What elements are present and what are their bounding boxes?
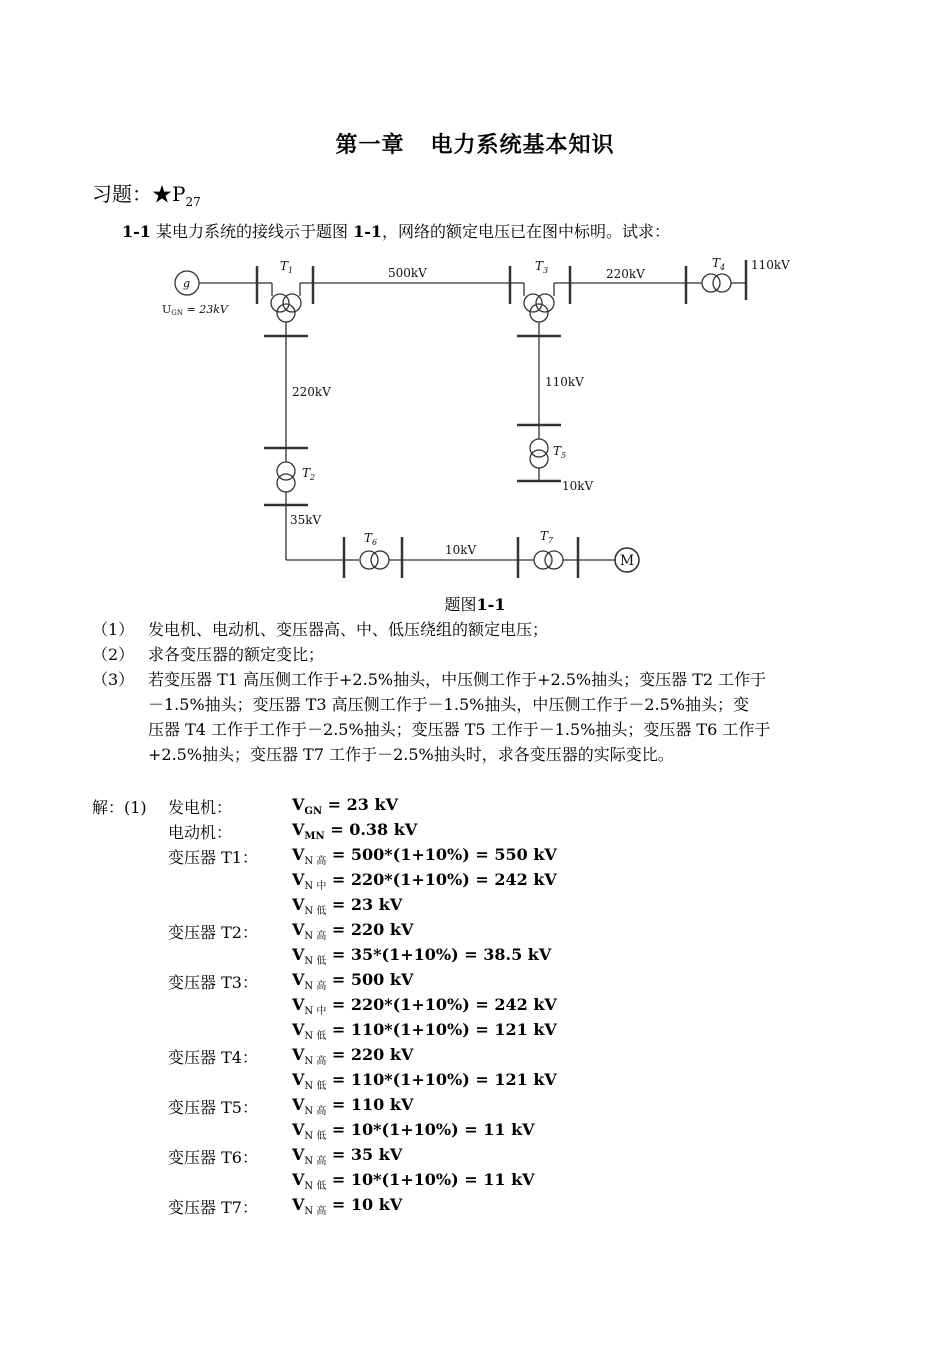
label-220kv-top: 220kV xyxy=(606,267,645,281)
chapter-name: 电力系统基本知识 xyxy=(430,132,615,158)
t2-winding-b xyxy=(277,474,295,492)
problem-fig-ref: 1-1 xyxy=(353,222,383,241)
solution-value: $V_{N 中} = 220*(1+10\%) = 242$ kV xyxy=(292,870,557,893)
t3-winding-b xyxy=(536,294,554,312)
solution-value: $V_{N 低} = 10*(1+10\%) = 11$ kV xyxy=(292,1170,535,1193)
t4-winding-a xyxy=(702,274,720,292)
solution-value: $V_{N 高} = 35$ kV xyxy=(292,1145,403,1168)
solution-label: 变压器 T3： xyxy=(168,973,258,992)
solution-label: 电动机： xyxy=(168,823,233,842)
solution-label: 变压器 T5： xyxy=(168,1098,258,1117)
caption-text: 题图 xyxy=(444,595,477,614)
chapter-title xyxy=(0,128,950,159)
t6-winding-b xyxy=(371,551,389,569)
motor-label: M xyxy=(619,553,635,569)
solution-value: $V_{N 低} = 110*(1+10\%) = 121$ kV xyxy=(292,1020,557,1043)
solution-label: 变压器 T6： xyxy=(168,1148,258,1167)
question-1 xyxy=(92,617,148,640)
question-line: 发电机、电动机、变压器高、中、低压绕组的额定电压； xyxy=(148,620,549,639)
solution-label: 变压器 T1： xyxy=(168,848,258,867)
label-10kv-t5: 10kV xyxy=(562,479,594,493)
t4-label: $T_4$ xyxy=(712,256,726,272)
solution-value: $V_{N 低} = 110*(1+10\%) = 121$ kV xyxy=(292,1070,557,1093)
t6-label: $T_6$ xyxy=(364,531,378,547)
label-110kv-mid: 110kV xyxy=(545,375,584,389)
problem-statement xyxy=(122,219,670,242)
t1-winding-c xyxy=(277,304,295,322)
question-2 xyxy=(92,642,148,665)
solution-label: 变压器 T4： xyxy=(168,1048,258,1067)
question-line: 若变压器 T1 高压侧工作于+2.5%抽头，中压侧工作于+2.5%抽头；变压器 T2 工作于 xyxy=(148,670,767,689)
label-110kv-right: 110kV xyxy=(751,258,790,272)
label-500kv: 500kV xyxy=(388,266,427,280)
label-220kv-left: 220kV xyxy=(292,385,331,399)
problem-text-b: ，网络的额定电压已在图中标明。试求： xyxy=(382,222,671,241)
exercise-label: 习题：★P xyxy=(92,182,186,206)
t7-label: $T_7$ xyxy=(540,529,554,545)
solution-value: $V_{GN} = 23$ kV xyxy=(292,795,398,818)
solution-value: $V_{N 低} = 10*(1+10\%) = 11$ kV xyxy=(292,1120,535,1143)
t2-label: $T_2$ xyxy=(302,466,316,482)
question-line: 求各变压器的额定变比； xyxy=(148,645,325,664)
gen-voltage: UGN = 23kV xyxy=(162,303,228,317)
question-line: －1.5%抽头；变压器 T3 高压侧工作于－1.5%抽头，中压侧工作于－2.5%抽头；变 xyxy=(148,695,749,714)
solution-value: $V_{MN} = 0.38$ kV xyxy=(292,820,418,843)
solution-value: $V_{N 低} = 35*(1+10\%) = 38.5$ kV xyxy=(292,945,552,968)
question-number: （1） xyxy=(92,620,135,639)
network-diagram xyxy=(150,250,830,590)
t7-winding-a xyxy=(534,551,552,569)
question-number: （3） xyxy=(92,670,135,689)
question-number: （2） xyxy=(92,645,135,664)
figure-caption xyxy=(0,592,950,615)
t5-winding-a xyxy=(530,439,548,457)
question-3 xyxy=(92,667,148,690)
solution-value: $V_{N 高} = 500*(1+10\%) = 550$ kV xyxy=(292,845,557,868)
question-line: 压器 T4 工作于工作于－2.5%抽头；变压器 T5 工作于－1.5%抽头；变压器 T6 工作于 xyxy=(148,720,771,739)
t7-winding-b xyxy=(545,551,563,569)
t6-winding-a xyxy=(360,551,378,569)
t4-winding-b xyxy=(713,274,731,292)
solution-value: $V_{N 高} = 220$ kV xyxy=(292,920,414,943)
t1-label: $T_1$ xyxy=(280,259,294,275)
t5-label: $T_5$ xyxy=(553,444,567,460)
label-35kv: 35kV xyxy=(290,513,322,527)
solution-heading: 解：(1) xyxy=(92,798,147,817)
chapter-number: 第一章 xyxy=(335,132,405,158)
exercise-heading xyxy=(92,178,201,209)
gen-symbol-label: g xyxy=(183,277,191,290)
solution-value: $V_{N 高} = 220$ kV xyxy=(292,1045,414,1068)
problem-text-a: 某电力系统的接线示于题图 xyxy=(156,222,349,241)
exercise-page: 27 xyxy=(185,195,201,209)
solution-value: $V_{N 高} = 110$ kV xyxy=(292,1095,414,1118)
solution-label: 发电机： xyxy=(168,798,233,817)
problem-number: 1-1 xyxy=(122,222,151,241)
label-10kv-bottom: 10kV xyxy=(445,543,477,557)
t3-label: $T_3$ xyxy=(535,259,549,275)
question-line: +2.5%抽头；变压器 T7 工作于－2.5%抽头时，求各变压器的实际变比。 xyxy=(148,745,674,764)
solution-value: $V_{N 高} = 500$ kV xyxy=(292,970,414,993)
solution-value: $V_{N 中} = 220*(1+10\%) = 242$ kV xyxy=(292,995,557,1018)
t5-winding-b xyxy=(530,450,548,468)
solution-value: $V_{N 低} = 23$ kV xyxy=(292,895,403,918)
t3-winding-c xyxy=(530,304,548,322)
solution-label: 变压器 T7： xyxy=(168,1198,258,1217)
t1-winding-b xyxy=(283,294,301,312)
solution-value: $V_{N 高} = 10$ kV xyxy=(292,1195,403,1218)
caption-number: 1-1 xyxy=(476,595,506,614)
solution-label: 变压器 T2： xyxy=(168,923,258,942)
